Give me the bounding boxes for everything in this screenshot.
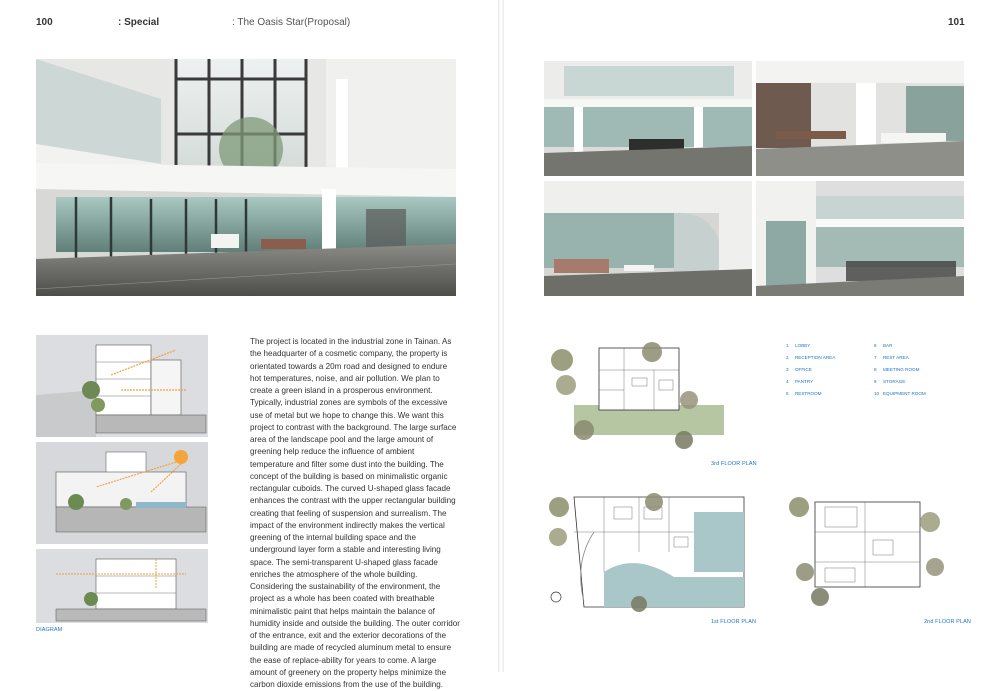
legend-item: 5 RESTROOM — [786, 391, 822, 396]
office-render-photo — [756, 61, 964, 176]
first-floor-caption: 1st FLOOR PLAN — [711, 619, 757, 625]
legend-item: 7 REST AREA — [874, 355, 909, 360]
section-diagram-2 — [36, 442, 208, 544]
section-label: : Special — [118, 17, 160, 28]
section-diagram-1 — [36, 335, 208, 437]
diagram-caption: DIAGRAM — [36, 627, 63, 633]
atrium-render-photo — [544, 61, 752, 176]
legend-item: 1 LOBBY — [786, 343, 811, 348]
legend-item: 8 MEETING ROOM — [874, 367, 920, 372]
first-floor-plan — [544, 492, 754, 614]
lobby-render-photo — [36, 59, 456, 296]
body-text: The project is located in the industrial zone in Tainan. As the headquarter of a cosmetic company, the property is orientated towards a 20m road and designed to endure hot temperatures, noise, and air pollution. We plan to create a green island in a prosperous environment. Typically, industrial zones are symbols of the excessive use of metal but we hope to change this. We want this project to contrast with the background. The large surface area of the landscape pool and the large amount of greening help reduce the influence of ambient temperature and filter some dust into the building. The concept of the building is based on minimalistic organic rectangular cuboids. The curved U-shaped glass facade enhances the contrast with the upper rectangular building creating that feeling of suspension and surrealism. The impact of the environment indirectly makes the vertical greening of the internal building space and the underground layer form a stable and interesting living space. The semi-transparent U-shaped glass facade enriches the atmosphere of the whole building. Considering the sustainability of the environment, the project as a whole has been coated with breathable minimalistic paint that helps maintain the balance of humidity inside and outside the building. The outer corridor of the entrance, exit and the exterior decorations of the building are made of recycled aluminum metal to ensure the ease of replace-ability for years to come. A large amount of greenery on the property helps minimize the carbon dioxide emissions from the use of the building. — [250, 337, 460, 689]
page-gutter — [498, 0, 504, 672]
right-page-number: 101 — [948, 17, 965, 28]
section-diagram-3 — [36, 549, 208, 623]
legend-item: 6 BAR — [874, 343, 893, 348]
third-floor-plan — [544, 340, 726, 458]
legend-item: 10 EQUIPMENT ROOM — [874, 391, 926, 396]
legend-item: 4 PANTRY — [786, 379, 814, 384]
legend-item: 3 OFFICE — [786, 367, 812, 372]
second-floor-caption: 2nd FLOOR PLAN — [924, 619, 971, 625]
legend-item: 2 RECEPTION AREA — [786, 355, 836, 360]
third-floor-caption: 3rd FLOOR PLAN — [711, 461, 757, 467]
lounge-render-photo — [544, 181, 752, 296]
corridor-render-photo — [756, 181, 964, 296]
left-page-number: 100 — [36, 17, 53, 28]
legend-item: 9 STORAGE — [874, 379, 906, 384]
project-title: : The Oasis Star(Proposal) — [232, 17, 351, 28]
second-floor-plan — [785, 492, 961, 614]
